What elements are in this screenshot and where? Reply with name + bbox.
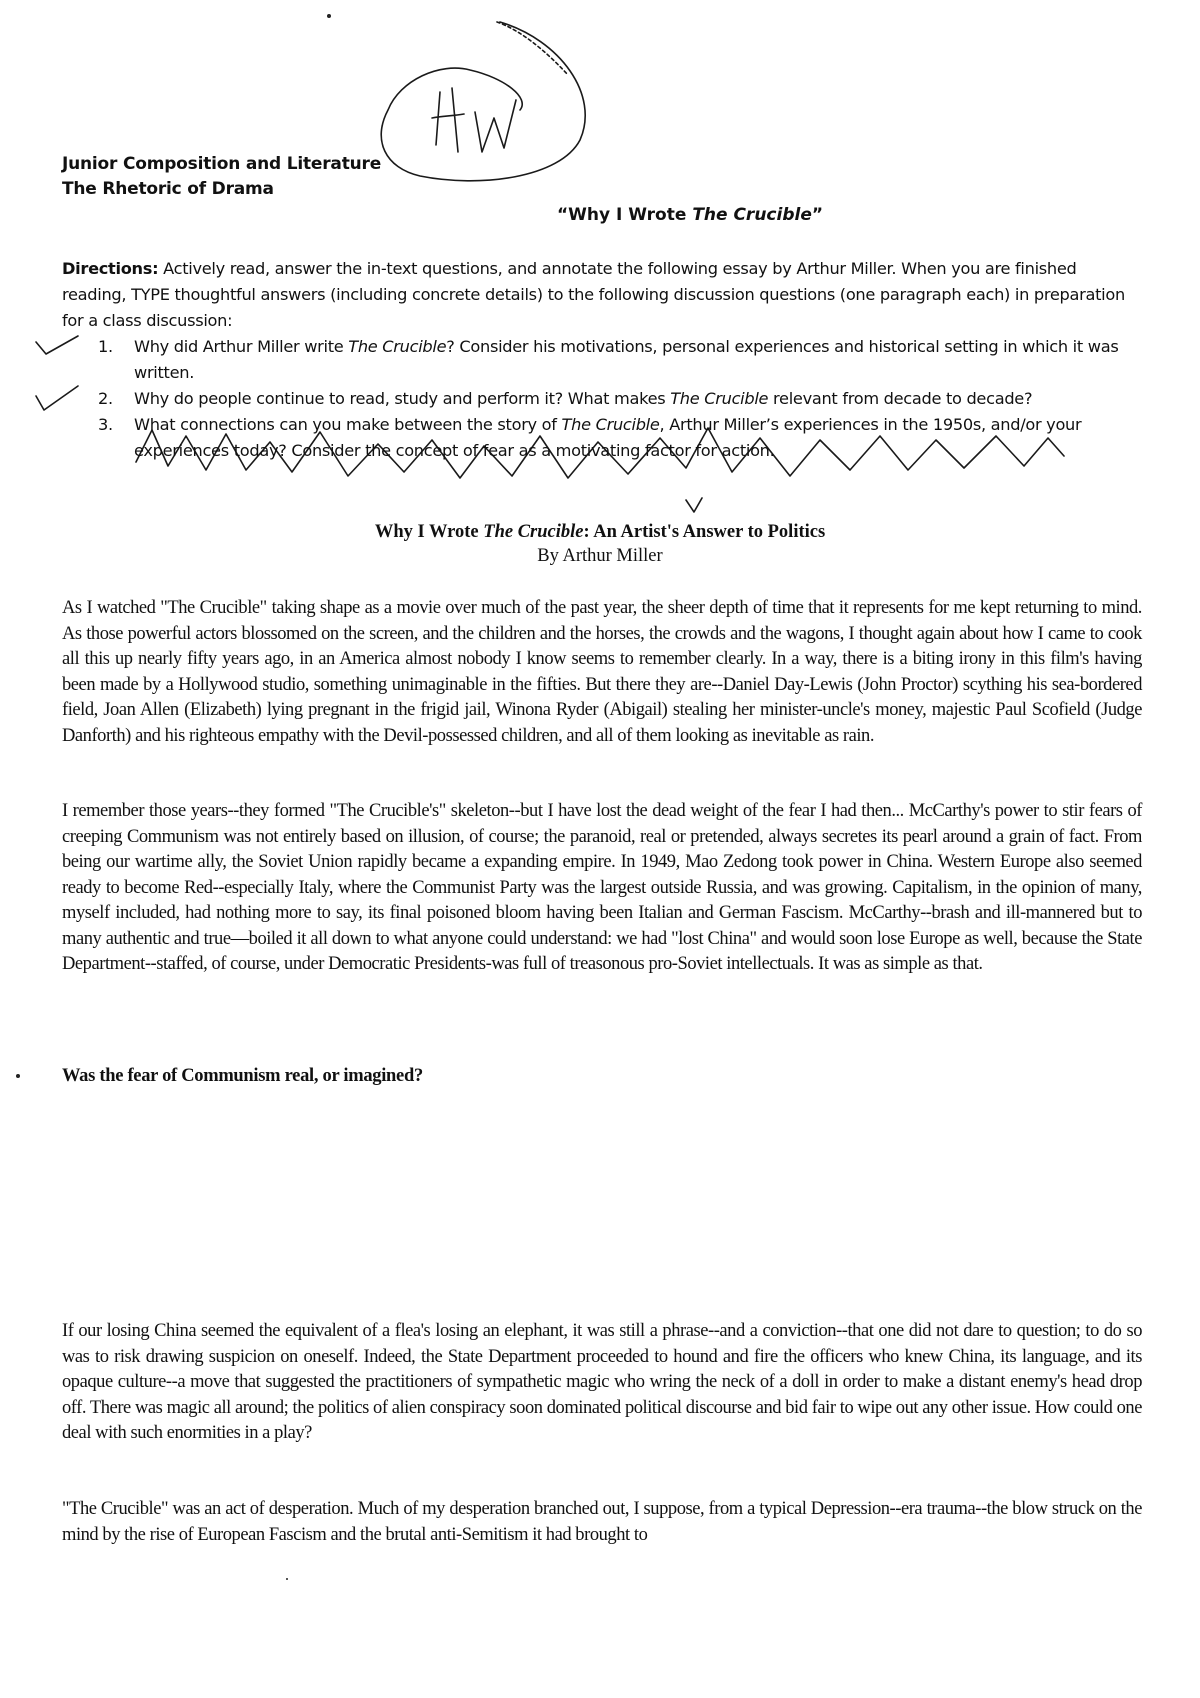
essay-byline: By Arthur Miller [537, 546, 663, 566]
directions-label: Directions: [62, 259, 159, 278]
essay-paragraph-1: As I watched "The Crucible" taking shape as a movie over much of the past year, the sheer depth of time that it represents for me kept returning to mind. As those powerful actors blossomed on the screen, and the children and the horses, the crowds and the wagons, I thought again about how I came to cook all this up nearly fifty years ago, in an America almost nobody I know seems to remember clearly. In a way, there is a biting irony in this film's having been made by a Hollywood studio, something unimaginable in the fifties. But there they are--Daniel Day-Lewis (John Proctor) scything his sea-bordered field, Joan Allen (Elizabeth) lying pregnant in the frigid jail, Winona Ryder (Abigail) stealing her minister-uncle's money, majestic Paul Scofield (Judge Danforth) and his righteous empathy with the Devil-possessed children, and all of them looking as inevitable as rain. [62, 598, 1142, 746]
essay-paragraph-3: If our losing China seemed the equivalent of a flea's losing an elephant, it was still a phrase--and a conviction--that one did not dare to question; to do so was to risk drawing suspicion on oneself. Indeed, the State Department proceeded to hound and fire the officers who knew China, its language, and its opaque culture--a move that suggested the practitioners of sympathetic magic who wring the neck of a doll in order to make a distant enemy's head drop off. There was magic all around; the politics of alien conspiracy soon dominated political discourse and bid fair to wipe out any other issue. How could one deal with such enormities in a play? [62, 1321, 1142, 1443]
essay-title [0, 520, 1200, 544]
scan-speck [327, 14, 331, 18]
essay-title-italic: The Crucible [483, 522, 584, 542]
worksheet-title-italic: The Crucible [692, 205, 812, 225]
question-number: 3. [98, 415, 113, 434]
essay-title-post: : An Artist's Answer to Politics [583, 522, 826, 542]
hw-circle [381, 22, 585, 181]
course-name: Junior Composition and Literature [62, 154, 382, 174]
hw-letter-h [432, 88, 464, 152]
question-italic: The Crucible [670, 389, 769, 408]
course-header [62, 152, 381, 202]
worksheet-title [0, 205, 1200, 225]
directions-text: Actively read, answer the in-text questions, and annotate the following essay by Arthur Miller. When you are finished reading, TYPE thoughtful answers (including concrete details) to the following discussion questions (one paragraph each) in preparation for a class discussion: [62, 259, 1125, 330]
question-text: , Arthur Miller’s experiences in the 1950s, and/or your experiences today? Consider the concept of fear as a motivating factor for action. [134, 415, 1082, 460]
question-item [62, 386, 1142, 412]
question-text: Why did Arthur Miller write [134, 337, 349, 356]
essay-paragraph-2: I remember those years--they formed "The Crucible's" skeleton--but I have lost the dead weight of the fear I had then... McCarthy's power to stir fears of creeping Communism was not entirely based on illusion, of course; the paranoid, real or pretended, always secretes its pearl around a grain of fact. From being our wartime ally, the Soviet Union rapidly became a expanding empire. In 1949, Mao Zedong took power in China. Western Europe also seemed ready to become Red--especially Italy, where the Communist Party was the largest outside Russia, and was growing. Capitalism, in the opinion of many, myself included, had nothing more to say, its final poisoned bloom having been Italian and German Fascism. McCarthy--brash and ill-mannered but to many authentic and true—boiled it all down to what anyone could understand: we had "lost China" and would soon lose Europe as well, because the State Department--staffed, of course, under Democratic Presidents-was full of treasonous pro-Soviet intellectuals. It was as simple as that. [62, 801, 1142, 974]
essay-heading [0, 520, 1200, 568]
question-text: What connections can you make between the story of [134, 415, 562, 434]
scan-speck [16, 1074, 20, 1078]
question-text: ? Consider his motivations, personal experiences and historical setting in which it was written. [134, 337, 1119, 382]
question-number: 2. [98, 389, 113, 408]
unit-name: The Rhetoric of Drama [62, 179, 274, 199]
worksheet-title-post: ” [811, 205, 824, 225]
question-number: 1. [98, 337, 113, 356]
question-text: Why do people continue to read, study and perform it? What makes [134, 389, 671, 408]
question-text: relevant from decade to decade? [768, 389, 1033, 408]
essay-paragraph-4: "The Crucible" was an act of desperation. Much of my desperation branched out, I suppose, from a typical Depression--era trauma--the blow struck on the mind by the rise of European Fascism and the brutal anti-Semitism it had brought to [62, 1499, 1142, 1545]
worksheet-title-pre: “Why I Wrote [556, 205, 693, 225]
essay-title-pre: Why I Wrote [374, 522, 484, 542]
question-italic: The Crucible [348, 337, 447, 356]
question-item [62, 334, 1142, 386]
question-item [62, 412, 1142, 464]
question-italic: The Crucible [561, 415, 660, 434]
in-text-question: Was the fear of Communism real, or imagined? [62, 1066, 423, 1086]
hw-letter-w [475, 100, 516, 152]
discussion-questions [62, 334, 1142, 464]
directions [62, 256, 1142, 334]
scan-speck [286, 1578, 288, 1580]
